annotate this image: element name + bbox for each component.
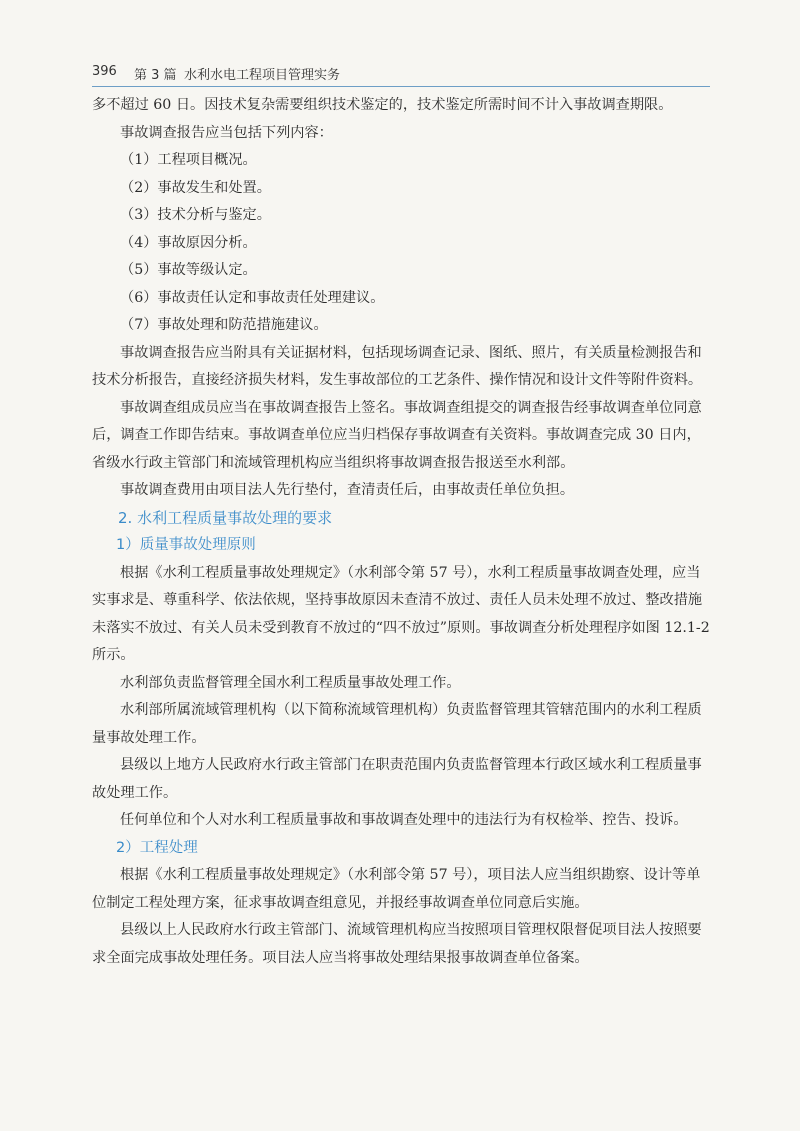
paragraph-report-right: 任何单位和个人对水利工程质量事故和事故调查处理中的违法行为有权检举、控告、投诉。 <box>120 812 688 828</box>
paragraph-signature: 事故调查组成员应当在事故调查报告上签名。事故调查组提交的调查报告经事故调查单位同意后，调查工作即告结束。事故调查单位应当归档保存事故调查有关资料。事故调查完成 30 日内，省级水行政主管部门和流域管理机构应当组织将事故调查报告报送至水利部。 <box>92 399 702 471</box>
list-item: （7）事故处理和防范措施建议。 <box>120 317 328 333</box>
paragraph-continued: 多不超过 60 日。因技术复杂需要组织技术鉴定的，技术鉴定所需时间不计入事故调查期限。 <box>92 97 673 113</box>
list-item: （1）工程项目概况。 <box>120 152 257 168</box>
paragraph-basin: 水利部所属流域管理机构（以下简称流域管理机构）负责监督管理其管辖范围内的水利工程质量事故处理工作。 <box>92 702 702 746</box>
page-number: 396 <box>92 64 117 79</box>
paragraph-attachments: 事故调查报告应当附具有关证据材料，包括现场调查记录、图纸、照片，有关质量检测报告和技术分析报告，直接经济损失材料，发生事故部位的工艺条件、操作情况和设计文件等附件资料。 <box>92 344 703 388</box>
list-item: （2）事故发生和处置。 <box>120 179 271 196</box>
list-item: （4）事故原因分析。 <box>120 234 257 251</box>
paragraph-county: 县级以上地方人民政府水行政主管部门在职责范围内负责监督管理本行政区域水利工程质量事故处理工作。 <box>92 757 702 801</box>
section-title: 水利水电工程项目管理实务 <box>184 68 341 83</box>
paragraph-ministry: 水利部负责监督管理全国水利工程质量事故处理工作。 <box>120 674 461 691</box>
subsection-heading-engineering: 2）工程处理 <box>116 839 198 856</box>
paragraph-engineering-1: 根据《水利工程质量事故处理规定》（水利部令第 57 号），项目法人应当组织勘察、设计等单位制定工程处理方案，征求事故调查组意见，并报经事故调查单位同意后实施。 <box>92 867 701 911</box>
paragraph-engineering-2: 县级以上人民政府水行政主管部门、流域管理机构应当按照项目管理权限督促项目法人按照要求全面完成事故处理任务。项目法人应当将事故处理结果报事故调查单位备案。 <box>92 922 702 966</box>
page-body <box>92 92 710 972</box>
list-item: （5）事故等级认定。 <box>120 262 257 278</box>
paragraph-report-intro: 事故调查报告应当包括下列内容： <box>120 124 333 141</box>
section-heading: 2. 水利工程质量事故处理的要求 <box>118 508 333 527</box>
subsection-heading-principle: 1）质量事故处理原则 <box>116 537 256 553</box>
paragraph-fees: 事故调查费用由项目法人先行垫付，查清责任后，由事故责任单位负担。 <box>120 482 575 498</box>
list-item: （6）事故责任认定和事故责任处理建议。 <box>120 289 385 306</box>
list-item: （3）技术分析与鉴定。 <box>120 207 271 223</box>
part-label: 第 3 篇 <box>134 68 177 83</box>
paragraph-principle: 根据《水利工程质量事故处理规定》（水利部令第 57 号），水利工程质量事故调查处理，应当实事求是、尊重科学、依法依规，坚持事故原因未查清不放过、责任人员未处理不放过、整改措施未落实不放过、有关人员未受到教育不放过的“四不放过”原则。事故调查分析处理程序如图 12.1-2 所示。 <box>92 564 710 663</box>
page-header <box>92 58 710 87</box>
